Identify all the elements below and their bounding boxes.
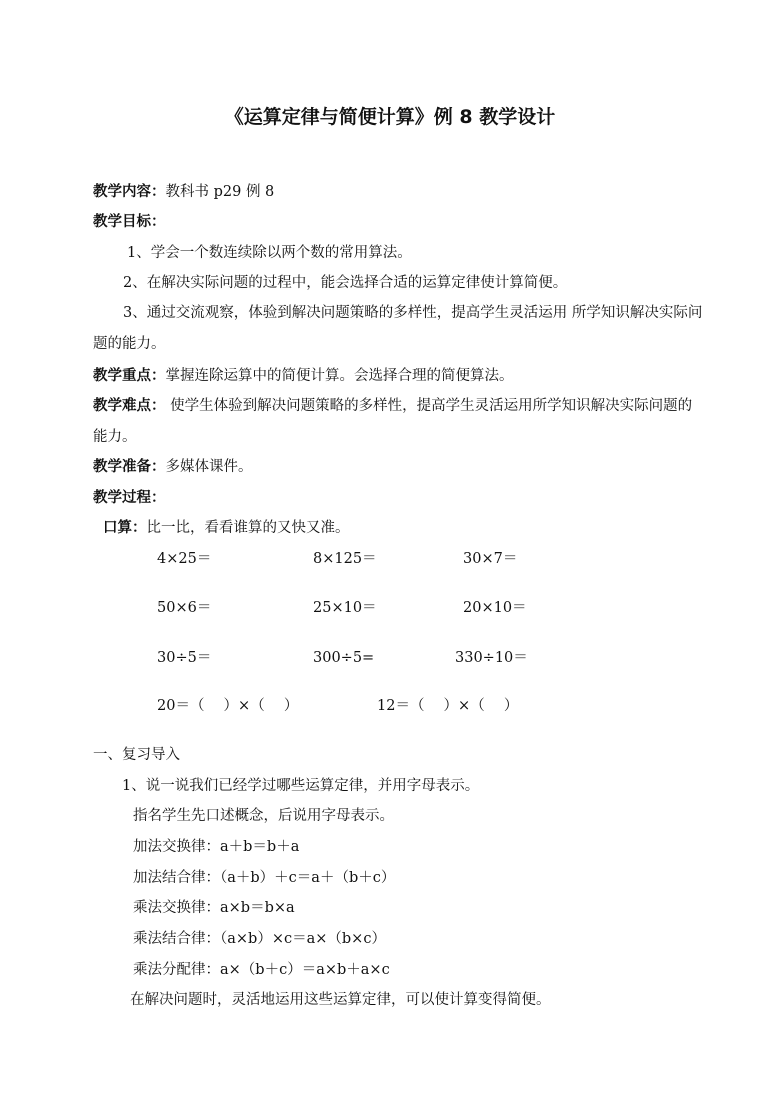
review-conclusion: 在解决问题时，灵活地运用这些运算定律，可以使计算变得简便。 [130, 992, 551, 1008]
goal-item-1: 1、学会一个数连续除以两个数的常用算法。 [127, 245, 412, 261]
oral-item: 330÷10＝ [455, 650, 528, 666]
law-item: 乘法交换律：a×b＝b×a [133, 900, 295, 916]
factor-item: 12＝（ ）×（ ） [377, 698, 519, 714]
key-point-text: 掌握连除运算中的简便计算。会选择合理的简便算法。 [165, 368, 514, 384]
law-item: 乘法分配律：a×（b＋c）＝a×b＋a×c [133, 962, 390, 978]
content-line [93, 182, 274, 202]
goal-item-2: 2、在解决实际问题的过程中，能会选择合适的运算定律使计算简便。 [123, 275, 568, 291]
oral-item: 8×125＝ [313, 551, 377, 567]
law-item: 乘法结合律：（a×b）×c＝a×（b×c） [133, 931, 386, 947]
preparation-label: 教学准备： [93, 459, 166, 475]
oral-text: 比一比，看看谁算的又快又准。 [146, 520, 350, 536]
page-title: 《运算定律与简便计算》例 8 教学设计 [224, 106, 556, 128]
preparation-text: 多媒体课件。 [165, 459, 253, 475]
oral-item: 4×25＝ [157, 551, 212, 567]
review-question-1: 1、说一说我们已经学过哪些运算定律，并用字母表示。 [122, 778, 480, 794]
goals-label: 教学目标： [93, 214, 166, 230]
key-point-line [93, 366, 514, 386]
factor-item: 20＝（ ）×（ ） [157, 698, 299, 714]
key-point-label: 教学重点： [93, 368, 166, 384]
review-instruction: 指名学生先口述概念，后说用字母表示。 [133, 808, 394, 824]
content-text: 教科书 p29 例 8 [165, 184, 275, 200]
oral-item: 300÷5= [313, 650, 375, 666]
goal-item-3: 3、通过交流观察，体验到解决问题策略的多样性，提高学生灵活运用 所学知识解决实际问题的能力。 [93, 305, 703, 352]
oral-item: 25×10＝ [313, 600, 377, 616]
law-item: 加法交换律：a＋b＝b＋a [133, 839, 300, 855]
oral-item: 30×7＝ [463, 551, 518, 567]
oral-line [103, 518, 350, 538]
oral-label: 口算： [103, 520, 147, 536]
content-label: 教学内容： [93, 184, 166, 200]
difficulty-text: 使学生体验到解决问题策略的多样性，提高学生灵活运用所学知识解决实际问题的能力。 [93, 398, 693, 445]
preparation-line [93, 457, 253, 477]
review-heading: 一、复习导入 [93, 747, 180, 763]
oral-item: 20×10＝ [463, 600, 527, 616]
difficulty-label: 教学难点： [93, 398, 166, 414]
law-item: 加法结合律：（a＋b）＋c＝a＋（b＋c） [133, 870, 396, 886]
oral-item: 30÷5＝ [157, 650, 212, 666]
difficulty-line [93, 391, 703, 453]
process-label: 教学过程： [93, 490, 166, 506]
oral-item: 50×6＝ [157, 600, 212, 616]
